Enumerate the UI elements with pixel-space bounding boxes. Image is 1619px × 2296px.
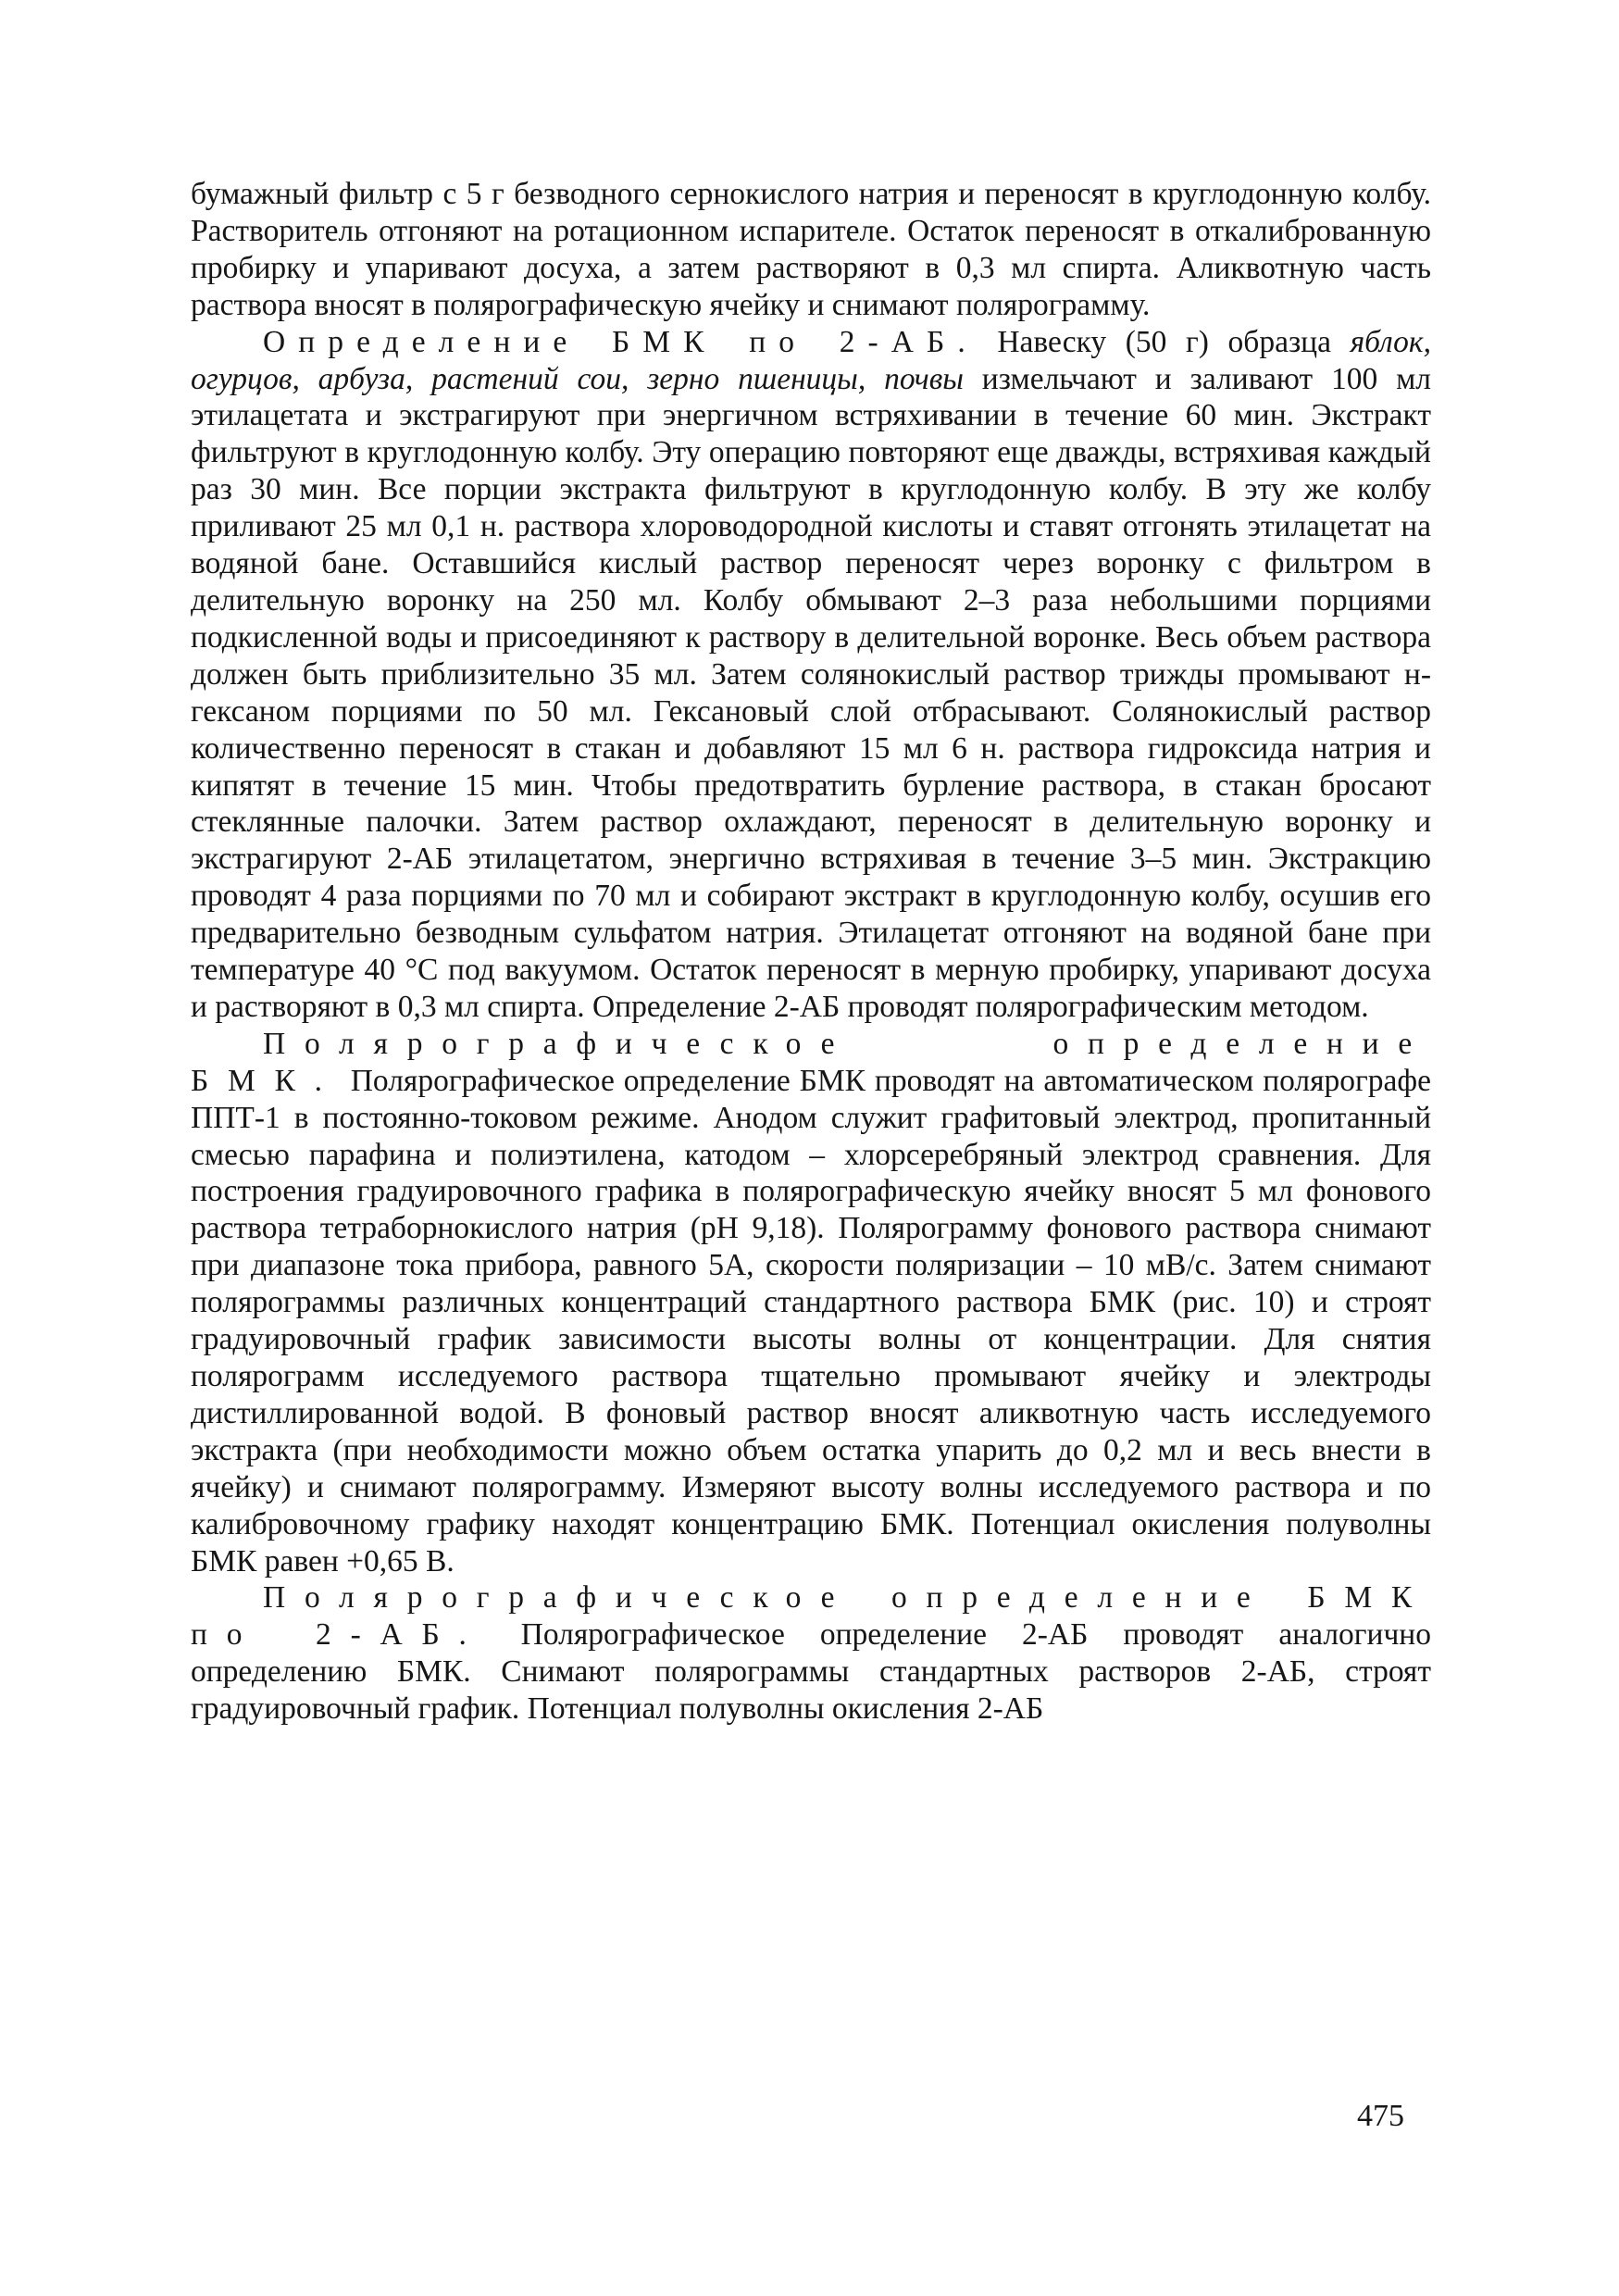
page-body (191, 176, 1431, 1728)
sample-list-italic: яблок, огурцов, арбуза, растений сои, зерно пшеницы, почвы (191, 324, 1431, 396)
section-heading-polarographic-bmk-by-2ab: Полярографическое определение БМК по 2-АБ. (191, 1580, 1431, 1653)
section-heading-polarographic-bmk: Полярографическое определение БМК. (191, 1026, 1431, 1098)
section-heading-bmk-by-2ab: Определение БМК по 2-АБ. (263, 324, 978, 359)
paragraph-text: измельчают и заливают 100 мл этилацетата и экстрагируют при энергичном встряхивании в течение 60 мин. Экстракт фильтруют в круглодонную колбу. Эту операцию повторяют еще дважды, встряхивая каждый раз 30 мин. Все порции экстракта фильтруют в круглодонную колбу. В эту же колбу приливают 25 мл 0,1 н. раствора хлороводородной кислоты и ставят отгонять этилацетат на водяной бане. Оставшийся кислый раствор переносят через воронку с фильтром в делительную воронку на 250 мл. Колбу обмывают 2–3 раза небольшими порциями подкисленной воды и присоединяют к раствору в делительной воронке. Весь объем раствора должен быть приблизительно 35 мл. Затем солянокислый раствор трижды промывают н-гексаном порциями по 50 мл. Гексановый слой отбрасывают. Солянокислый раствор количественно переносят в стакан и добавляют 15 мл 6 н. раствора гидроксида натрия и кипятят в течение 15 мин. Чтобы предотвратить бурление раствора, в стакан бросают стеклянные палочки. Затем раствор охлаждают, переносят в делительную воронку и экстрагируют 2-АБ этилацетатом, энергично встряхивая в течение 3–5 мин. Экстракцию проводят 4 раза порциями по 70 мл и собирают экстракт в круглодонную колбу, осушив его предварительно безводным сульфатом натрия. Этилацетат отгоняют на водяной бане при температуре 40 °С под вакуумом. Остаток переносят в мерную пробирку, упаривают досуха и растворяют в 0,3 мл спирта. Определение 2-АБ проводят полярографическим методом. (191, 361, 1431, 1024)
paragraph-polarographic-bmk-by-2ab (191, 1579, 1431, 1728)
paragraph-text: Полярографическое определение 2-АБ проводят аналогично определению БМК. Снимают полярограммы стандартных растворов 2-АБ, строят градуировочный график. Потенциал полуволны окисления 2-АБ (191, 1617, 1431, 1727)
paragraph-polarographic-bmk (191, 1026, 1431, 1580)
paragraph-bmk-by-2ab (191, 324, 1431, 1026)
paragraph-text: Навеску (50 г) образца (978, 324, 1351, 359)
paragraph-continuation: бумажный фильтр с 5 г безводного сернокислого натрия и переносят в круглодонную колбу. Растворитель отгоняют на ротационном испарителе. Остаток переносят в откалиброванную пробирку и упаривают досуха, а затем растворяют в 0,3 мл спирта. Аликвотную часть раствора вносят в полярографическую ячейку и снимают полярограмму. (191, 177, 1431, 322)
paragraph-text: Полярографическое определение БМК проводят на автоматическом полярографе ППТ-1 в постоянно-токовом режиме. Анодом служит графитовый электрод, пропитанный смесью парафина и полиэтилена, катодом – хлорсеребряный электрод сравнения. Для построения градуировочного графика в полярографическую ячейку вносят 5 мл фонового раствора тетраборнокислого натрия (pH 9,18). Полярограмму фонового раствора снимают при диапазоне тока прибора, равного 5А, скорости поляризации – 10 мВ/с. Затем снимают полярограммы различных концентраций стандартного раствора БМК (рис. 10) и строят градуировочный график зависимости высоты волны от концентрации. Для снятия полярограмм исследуемого раствора тщательно промывают ячейку и электроды дистиллированной водой. В фоновый раствор вносят аликвотную часть исследуемого экстракта (при необходимости можно объем остатка упарить до 0,2 мл и весь внести в ячейку) и снимают полярограмму. Измеряют высоту волны исследуемого раствора и по калибровочному графику находят концентрацию БМК. Потенциал окисления полуволны БМК равен +0,65 В. (191, 1063, 1431, 1578)
page-number: 475 (1357, 2099, 1404, 2133)
